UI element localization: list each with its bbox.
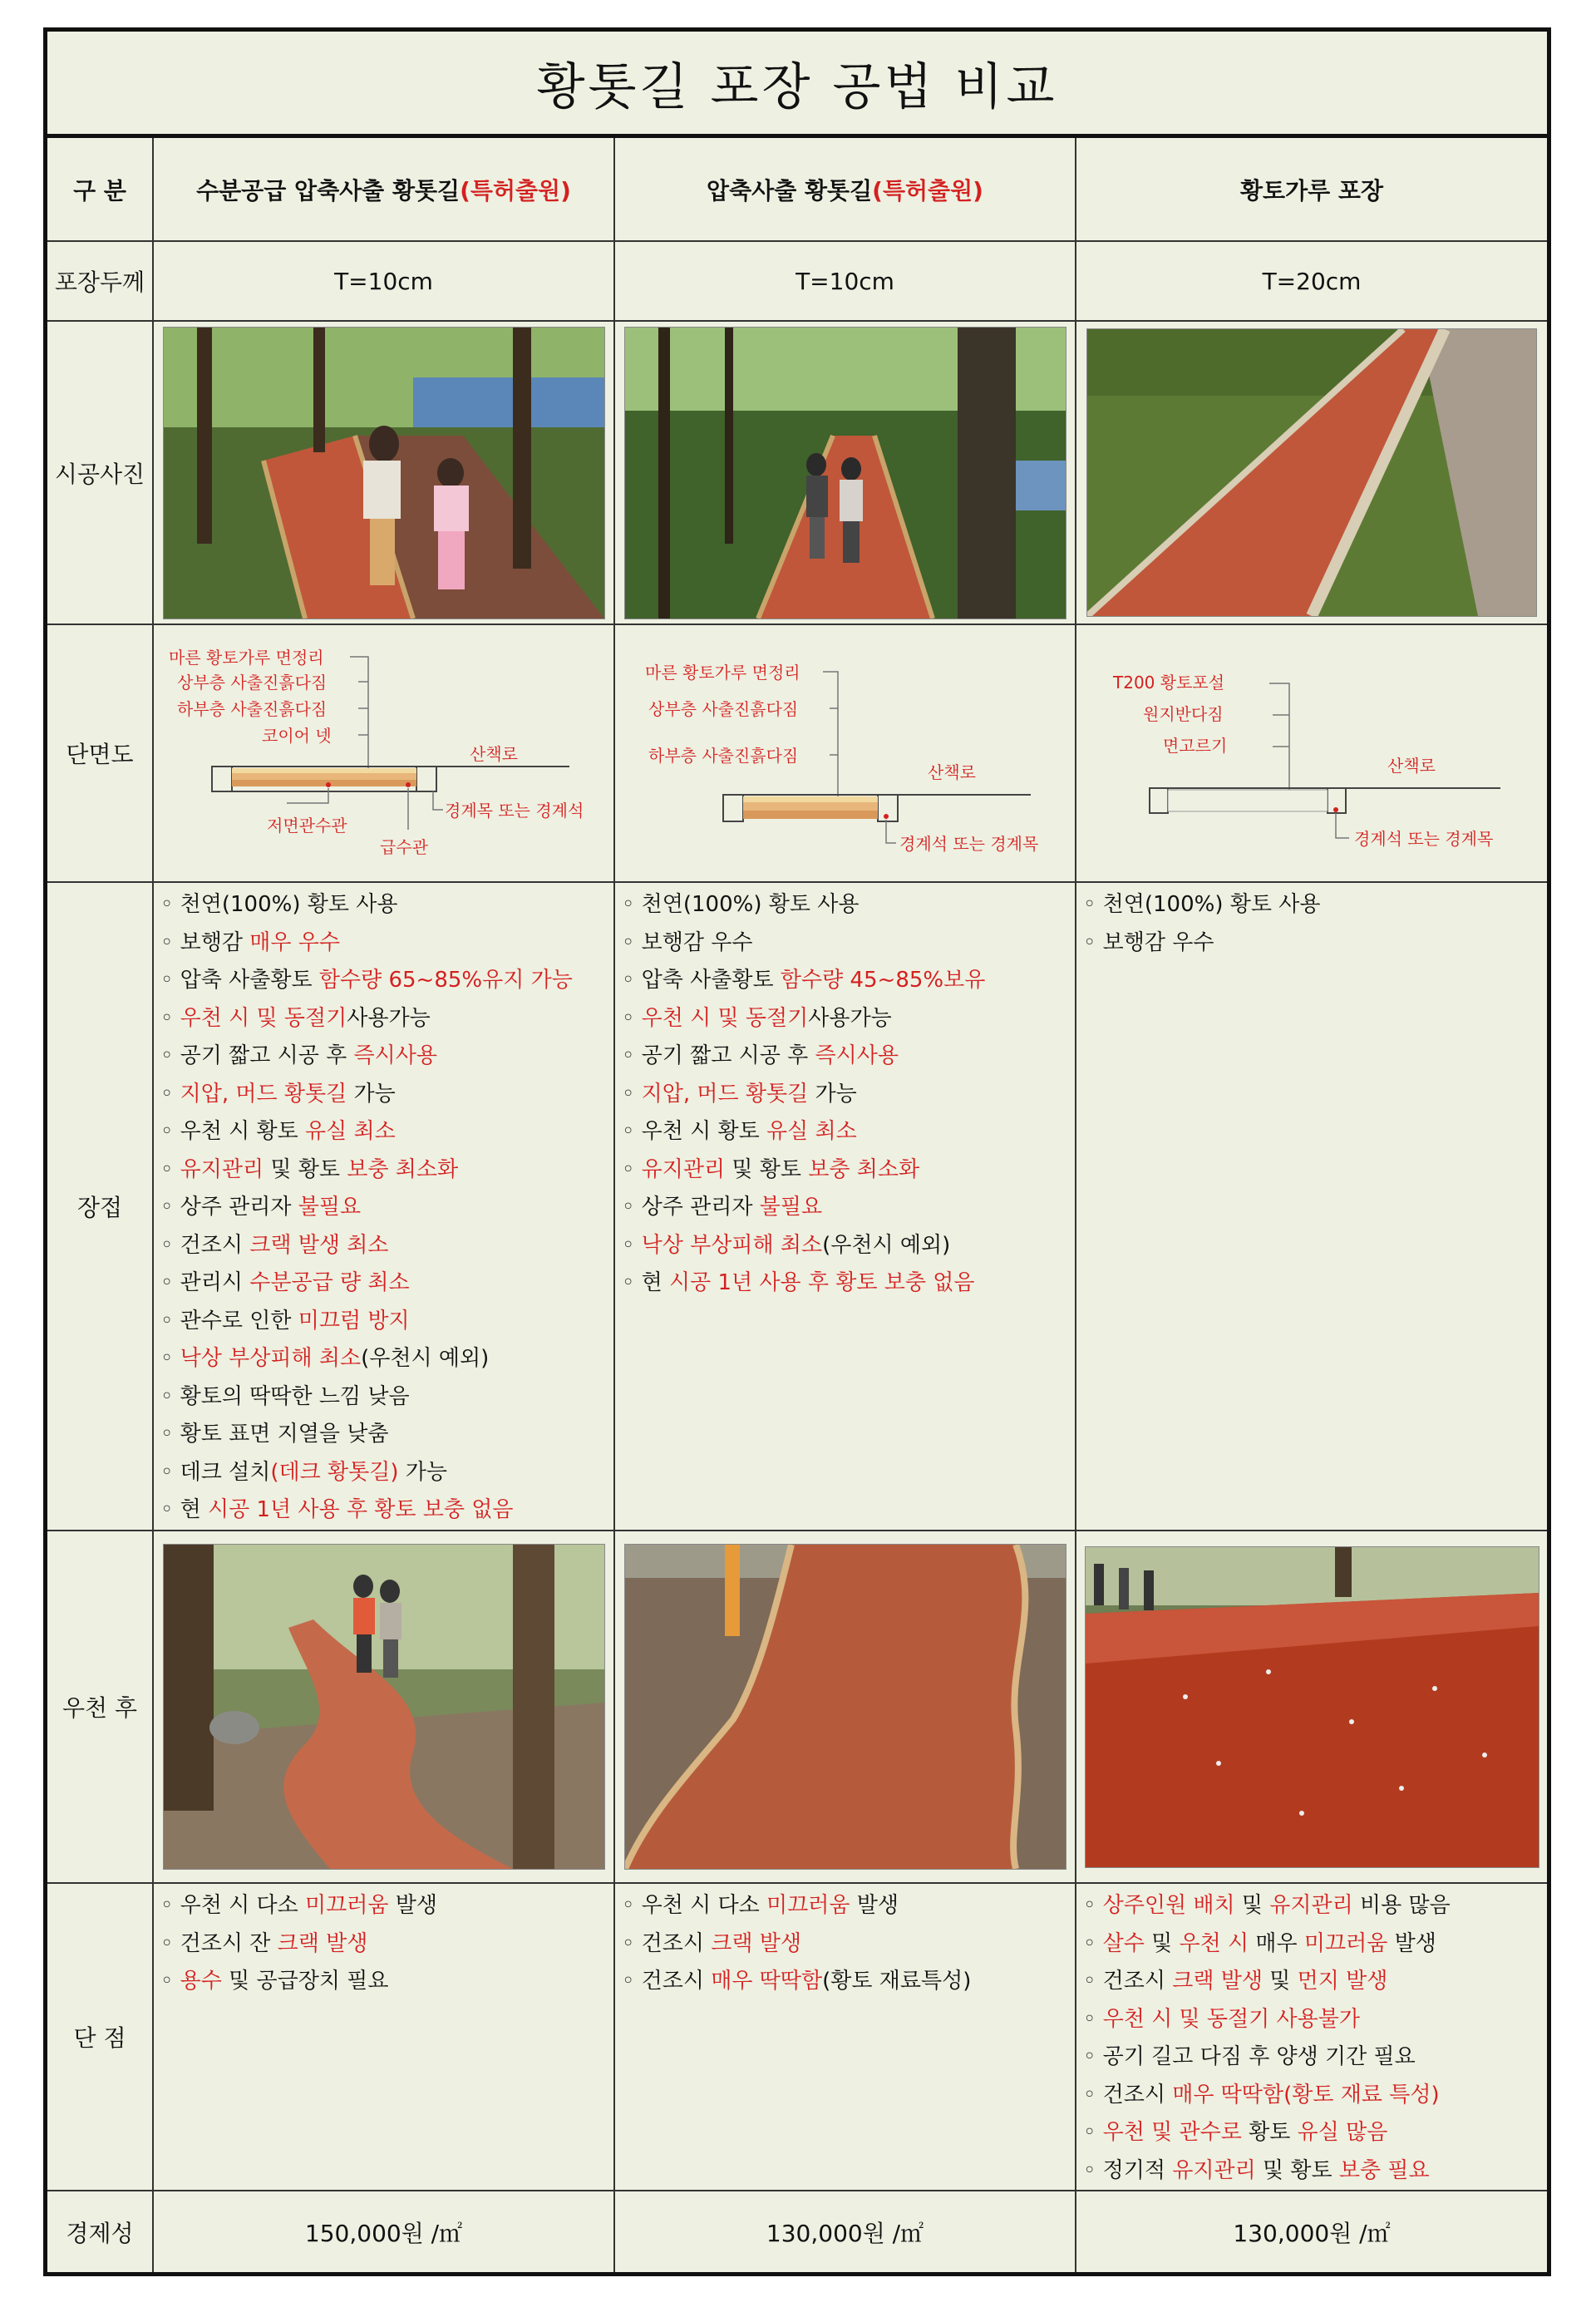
pros-item-1: ◦ 우천 시 황토 유실 최소 <box>160 1113 613 1151</box>
pros-item-1: ◦ 상주 관리자 불필요 <box>160 1189 613 1227</box>
pros-item-2: ◦ 상주 관리자 불필요 <box>622 1189 1075 1227</box>
section-diagram-3 <box>1076 624 1547 882</box>
cons-item-2: ◦ 건조시 크랙 발생 <box>622 1925 1075 1964</box>
pros-item-1: ◦ 관리시 수분공급 량 최소 <box>160 1264 613 1303</box>
after-rain-photo-3 <box>1085 1546 1539 1868</box>
photo-cell-3 <box>1076 321 1547 624</box>
diagram-2-path-label: 산책로 <box>928 762 976 782</box>
cost-value-1: 150,000원 /㎡ <box>153 2191 614 2272</box>
pros-item-1: ◦ 유지관리 및 황토 보충 최소화 <box>160 1151 613 1190</box>
pros-item-3: ◦ 천연(100%) 황토 사용 <box>1083 886 1547 924</box>
section-label: 단면도 <box>47 624 153 882</box>
pros-item-2: ◦ 우천 시 및 동절기사용가능 <box>622 1000 1075 1038</box>
col-header-2: 압축사출 황톳길(특허출원) <box>614 138 1076 241</box>
diagram-2-bottom-label-1: 경계석 또는 경계목 <box>899 834 1039 854</box>
pros-item-2: ◦ 보행감 우수 <box>622 924 1075 963</box>
pros-item-1: ◦ 황토의 딱딱한 느낌 낮음 <box>160 1378 613 1417</box>
after-rain-cell-3 <box>1076 1531 1547 1883</box>
cons-item-2: ◦ 우천 시 다소 미끄러움 발생 <box>622 1887 1075 1925</box>
after-rain-photo-2 <box>624 1544 1066 1870</box>
header-row <box>47 138 1547 241</box>
pros-item-2: ◦ 압축 사출황토 함수량 45~85%보유 <box>622 962 1075 1000</box>
col-header-1: 수분공급 압축사출 황톳길(특허출원) <box>153 138 614 241</box>
section-diagram-1 <box>153 624 614 882</box>
cons-cell-3 <box>1076 1883 1547 2191</box>
cons-list-2 <box>615 1884 1075 2001</box>
diagram-1-label-3: 하부층 사출진흙다짐 <box>177 699 328 719</box>
cons-item-3: ◦ 살수 및 우천 시 매우 미끄러움 발생 <box>1083 1925 1547 1964</box>
cons-list-1 <box>154 1884 613 2001</box>
cons-item-3: ◦ 정기적 유지관리 및 황토 보충 필요 <box>1083 2152 1547 2191</box>
pros-item-1: ◦ 건조시 크랙 발생 최소 <box>160 1227 613 1265</box>
diagram-1-label-2: 상부층 사출진흙다짐 <box>177 673 328 693</box>
construction-photo-3 <box>1086 328 1537 617</box>
pros-item-1: ◦ 현 시공 1년 사용 후 황토 보충 없음 <box>160 1491 613 1530</box>
thickness-value-1: T=10cm <box>153 241 614 321</box>
cost-label: 경제성 <box>47 2191 153 2272</box>
thickness-value-2: T=10cm <box>614 241 1076 321</box>
diagram-2-label-1: 마른 황토가루 면정리 <box>645 663 800 683</box>
pros-item-2: ◦ 현 시공 1년 사용 후 황토 보충 없음 <box>622 1264 1075 1303</box>
cons-item-1: ◦ 용수 및 공급장치 필요 <box>160 1963 613 2001</box>
diagram-3-label-3: 면고르기 <box>1163 736 1228 756</box>
diagram-2-label-2: 상부층 사출진흙다짐 <box>648 699 799 719</box>
pros-item-1: ◦ 낙상 부상피해 최소(우천시 예외) <box>160 1340 613 1378</box>
pros-item-2: ◦ 낙상 부상피해 최소(우천시 예외) <box>622 1227 1075 1265</box>
pros-item-3: ◦ 보행감 우수 <box>1083 924 1547 963</box>
diagram-1-label-1: 마른 황토가루 면정리 <box>169 648 324 668</box>
pros-item-1: ◦ 관수로 인한 미끄럼 방지 <box>160 1303 613 1341</box>
col-header-3: 황토가루 포장 <box>1076 138 1547 241</box>
photo-cell-1 <box>153 321 614 624</box>
photo-row <box>47 321 1547 624</box>
after-rain-label: 우천 후 <box>47 1531 153 1883</box>
pros-item-2: ◦ 유지관리 및 황토 보충 최소화 <box>622 1151 1075 1190</box>
cons-row <box>47 1883 1547 2191</box>
cost-row <box>47 2191 1547 2272</box>
after-rain-photo-1 <box>163 1544 605 1870</box>
diagram-3-bottom-label-1: 경계석 또는 경계목 <box>1354 829 1494 849</box>
cons-cell-1 <box>153 1883 614 2191</box>
section-diagram-2 <box>614 624 1076 882</box>
pros-item-1: ◦ 지압, 머드 황톳길 가능 <box>160 1076 613 1114</box>
pros-item-2: ◦ 공기 짧고 시공 후 즉시사용 <box>622 1038 1075 1076</box>
pros-list-1 <box>154 883 613 1530</box>
after-rain-cell-2 <box>614 1531 1076 1883</box>
diagram-1-label-4: 코이어 넷 <box>262 726 332 746</box>
photo-label: 시공사진 <box>47 321 153 624</box>
cons-label: 단 점 <box>47 1883 153 2191</box>
diagram-1-bottom-label-1: 저면관수관 <box>267 816 347 836</box>
thickness-label: 포장두께 <box>47 241 153 321</box>
cons-cell-2 <box>614 1883 1076 2191</box>
pros-item-1: ◦ 천연(100%) 황토 사용 <box>160 886 613 924</box>
pros-item-1: ◦ 공기 짧고 시공 후 즉시사용 <box>160 1038 613 1076</box>
cons-item-3: ◦ 건조시 매우 딱딱함(황토 재료 특성) <box>1083 2077 1547 2115</box>
cons-item-3: ◦ 상주인원 배치 및 유지관리 비용 많음 <box>1083 1887 1547 1925</box>
pros-label: 장접 <box>47 882 153 1531</box>
diagram-1-bottom-label-2: 급수관 <box>380 837 428 857</box>
comparison-sheet <box>43 27 1551 2276</box>
after-rain-row <box>47 1531 1547 1883</box>
pros-item-2: ◦ 우천 시 황토 유실 최소 <box>622 1113 1075 1151</box>
cost-value-3: 130,000원 /㎡ <box>1076 2191 1547 2272</box>
pros-item-1: ◦ 압축 사출황토 함수량 65~85%유지 가능 <box>160 962 613 1000</box>
photo-cell-2 <box>614 321 1076 624</box>
diagram-3-path-label: 산책로 <box>1387 756 1436 776</box>
pros-cell-1 <box>153 882 614 1531</box>
section-row <box>47 624 1547 882</box>
pros-item-1: ◦ 데크 설치(데크 황톳길) 가능 <box>160 1454 613 1492</box>
cons-list-3 <box>1076 1884 1547 2190</box>
pros-item-1: ◦ 우천 시 및 동절기사용가능 <box>160 1000 613 1038</box>
pros-list-2 <box>615 883 1075 1303</box>
pros-cell-3 <box>1076 882 1547 1531</box>
diagram-2-label-3: 하부층 사출진흙다짐 <box>648 746 799 766</box>
cons-item-2: ◦ 건조시 매우 딱딱함(황토 재료특성) <box>622 1963 1075 2001</box>
thickness-row <box>47 241 1547 321</box>
diagram-1-path-label: 산책로 <box>470 744 518 764</box>
construction-photo-1 <box>163 327 605 619</box>
cons-item-3: ◦ 공기 길고 다짐 후 양생 기간 필요 <box>1083 2038 1547 2077</box>
comparison-table <box>47 138 1547 2272</box>
cons-item-1: ◦ 건조시 잔 크랙 발생 <box>160 1925 613 1964</box>
pros-row <box>47 882 1547 1531</box>
diagram-3-label-2: 원지반다짐 <box>1143 704 1224 724</box>
pros-item-1: ◦ 황토 표면 지열을 낮춤 <box>160 1416 613 1454</box>
cons-item-3: ◦ 우천 시 및 동절기 사용불가 <box>1083 2001 1547 2039</box>
cost-value-2: 130,000원 /㎡ <box>614 2191 1076 2272</box>
after-rain-cell-1 <box>153 1531 614 1883</box>
diagram-1-bottom-label-3: 경계목 또는 경계석 <box>445 801 584 821</box>
construction-photo-2 <box>624 327 1066 619</box>
pros-item-2: ◦ 지압, 머드 황톳길 가능 <box>622 1076 1075 1114</box>
pros-item-2: ◦ 천연(100%) 황토 사용 <box>622 886 1075 924</box>
page-title: 황톳길 포장 공법 비교 <box>47 32 1547 138</box>
diagram-3-label-1: T200 황토포설 <box>1113 673 1225 693</box>
cons-item-3: ◦ 우천 및 관수로 황토 유실 많음 <box>1083 2114 1547 2152</box>
category-label: 구 분 <box>47 138 153 241</box>
pros-item-1: ◦ 보행감 매우 우수 <box>160 924 613 963</box>
thickness-value-3: T=20cm <box>1076 241 1547 321</box>
pros-cell-2 <box>614 882 1076 1531</box>
pros-list-3 <box>1076 883 1547 962</box>
cons-item-1: ◦ 우천 시 다소 미끄러움 발생 <box>160 1887 613 1925</box>
cons-item-3: ◦ 건조시 크랙 발생 및 먼지 발생 <box>1083 1963 1547 2001</box>
